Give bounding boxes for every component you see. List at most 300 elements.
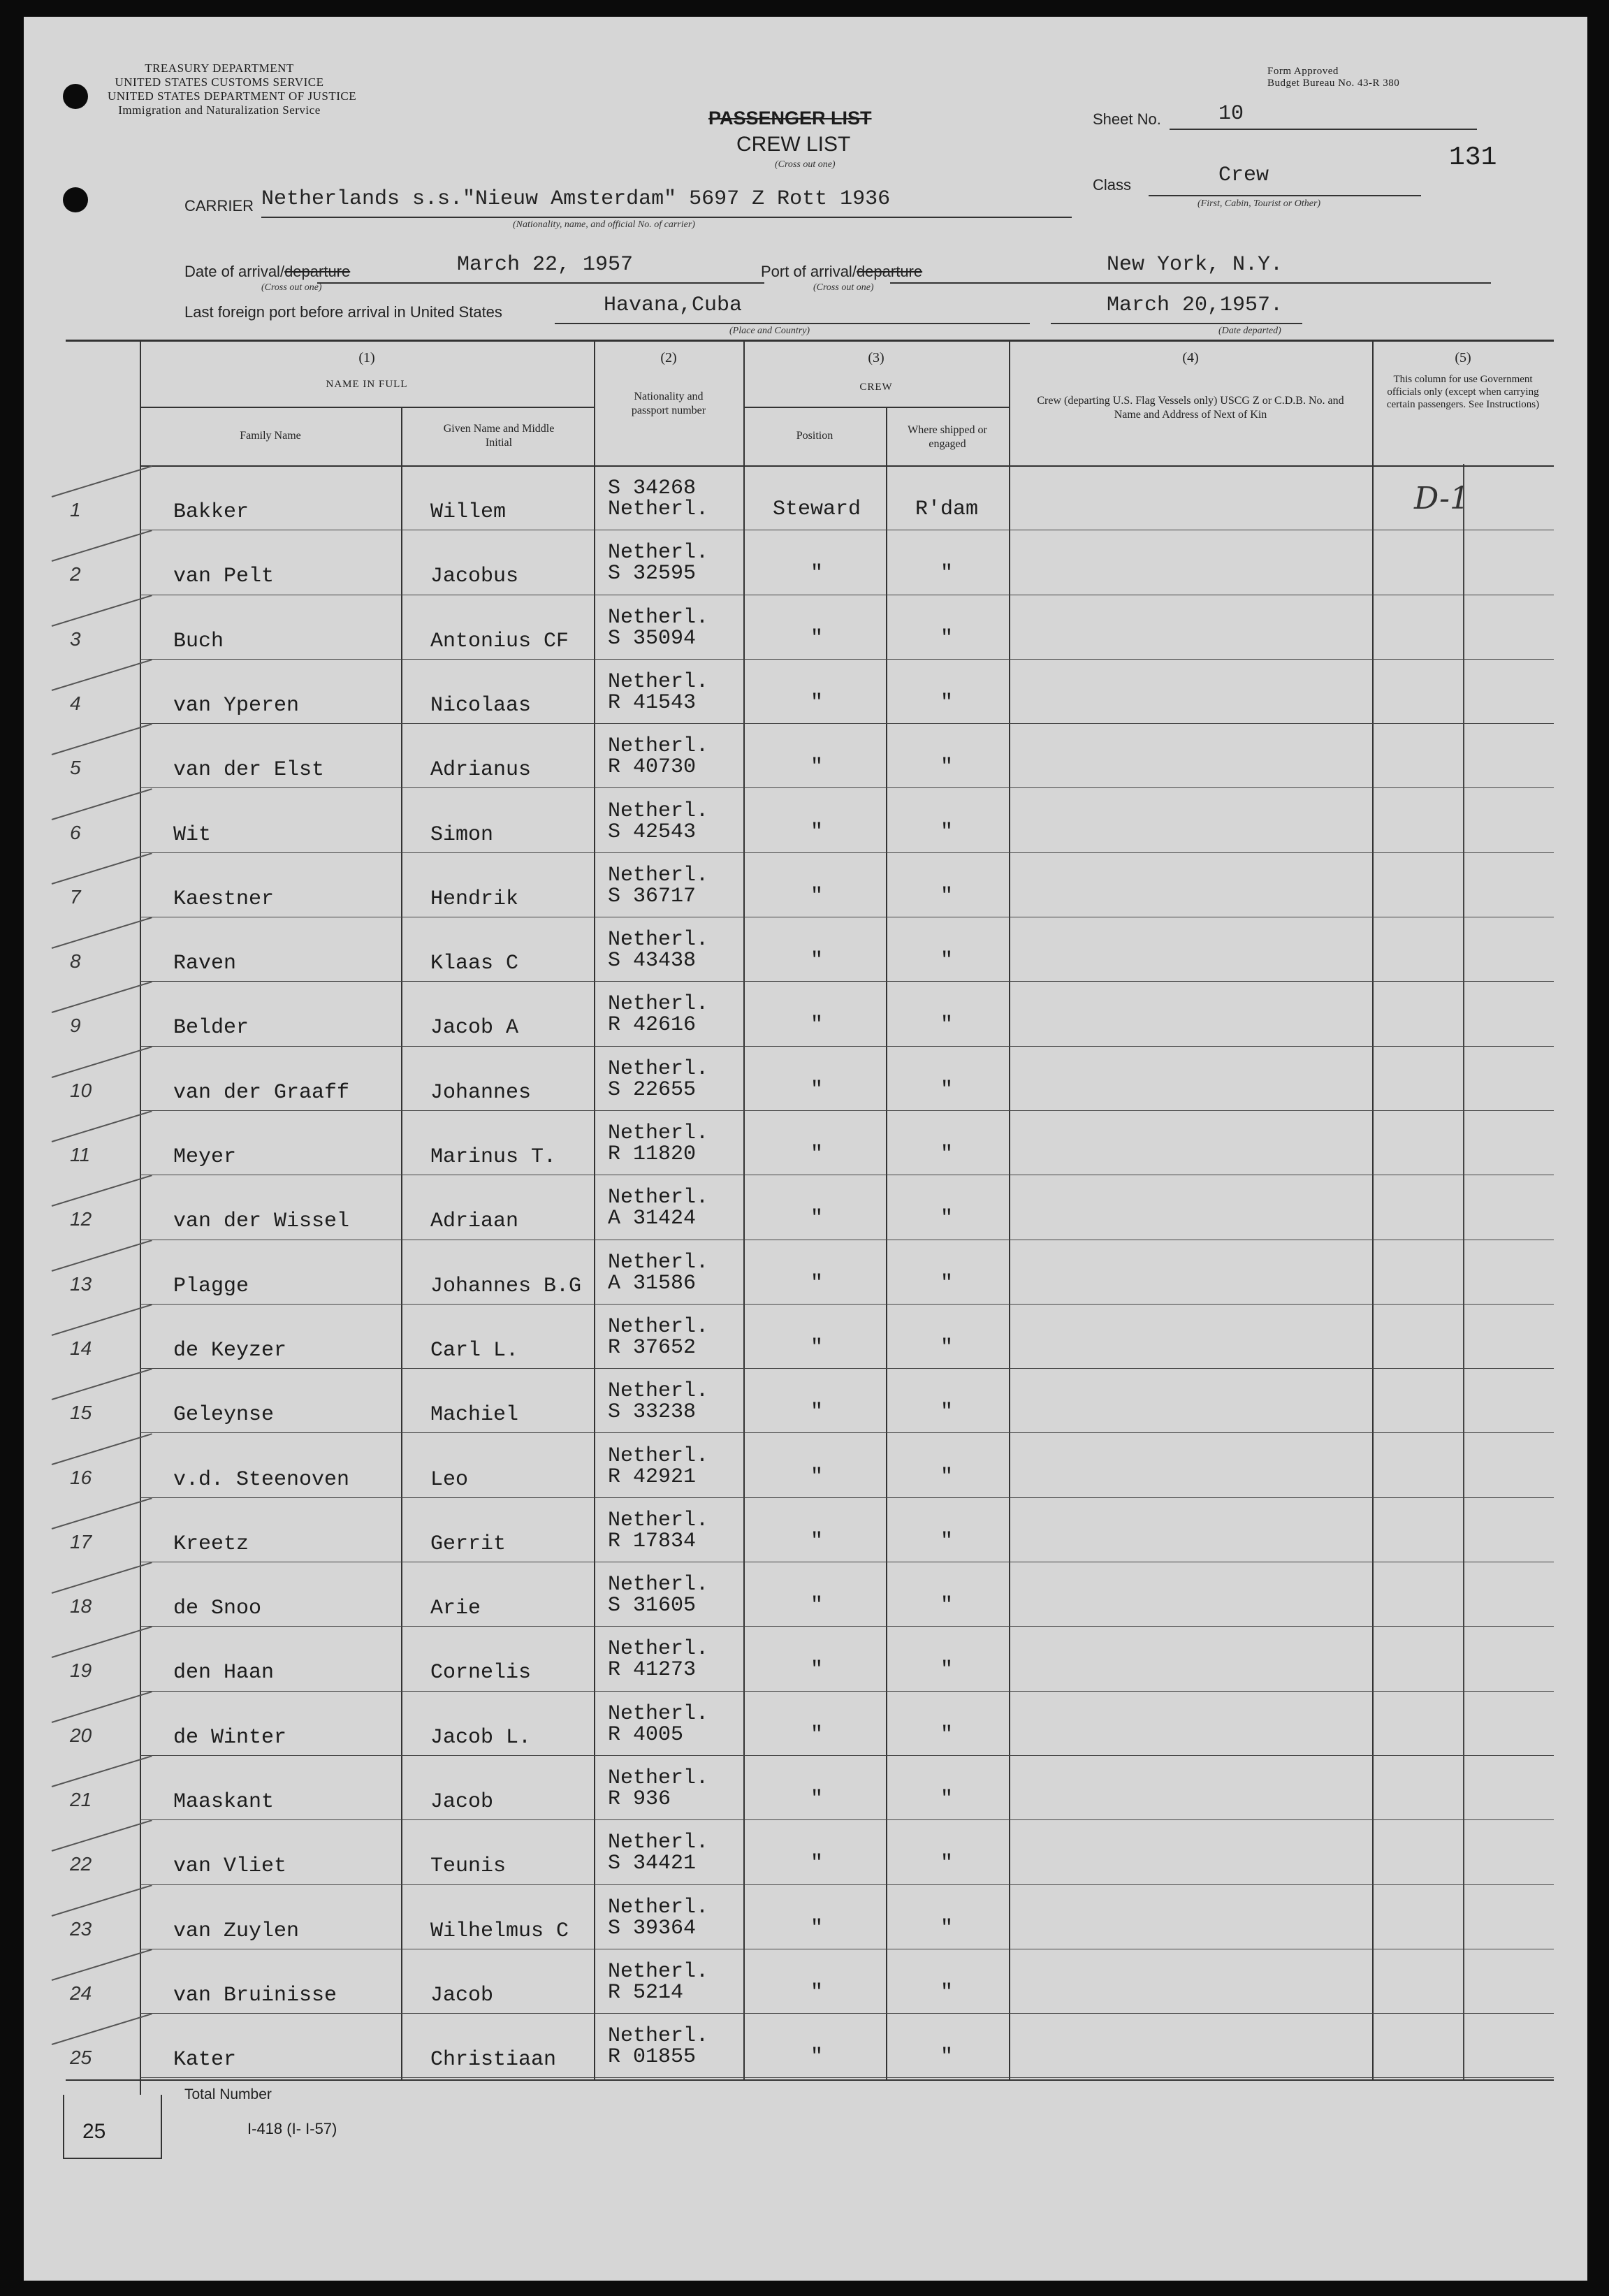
given-name: Johannes B.G bbox=[430, 1274, 582, 1298]
family-name: van Bruinisse bbox=[173, 1983, 337, 2007]
family-name: v.d. Steenoven bbox=[173, 1467, 350, 1492]
crew-position: " bbox=[810, 1077, 823, 1102]
table-row bbox=[24, 1821, 1587, 1885]
title-note: (Cross out one) bbox=[775, 159, 836, 170]
budget-bureau-no: Budget Bureau No. 43-R 380 bbox=[1267, 78, 1400, 89]
row-check-tick bbox=[52, 852, 152, 885]
table-row bbox=[24, 1176, 1587, 1240]
last-port-underline bbox=[555, 323, 1030, 324]
nationality-line-1: Netherl. bbox=[608, 2024, 709, 2049]
where-shipped: " bbox=[940, 690, 953, 715]
nationality-line-2: S 33238 bbox=[608, 1400, 697, 1425]
where-shipped: " bbox=[940, 1335, 953, 1360]
row-number: 7 bbox=[70, 885, 81, 908]
row-number: 12 bbox=[70, 1208, 92, 1230]
nationality-line-2: R 01855 bbox=[608, 2045, 697, 2070]
given-name: Gerrit bbox=[430, 1532, 507, 1556]
where-shipped: " bbox=[940, 884, 953, 908]
row-number: 20 bbox=[70, 1724, 92, 1746]
nationality-line-2: S 39364 bbox=[608, 1916, 697, 1940]
last-port-value: Havana,Cuba bbox=[604, 293, 743, 317]
crew-position: " bbox=[810, 626, 823, 651]
given-name: Teunis bbox=[430, 1854, 507, 1879]
nationality-line-2: R 41543 bbox=[608, 690, 697, 715]
nationality-line-1: S 34268 bbox=[608, 477, 697, 500]
row-check-tick bbox=[52, 1110, 152, 1142]
row-check-tick bbox=[52, 1627, 152, 1659]
table-row bbox=[24, 1369, 1587, 1434]
row-number: 25 bbox=[70, 2047, 92, 2069]
given-name: Jacob L. bbox=[430, 1725, 532, 1750]
given-name: Jacob bbox=[430, 1983, 494, 2007]
row-number: 19 bbox=[70, 1659, 92, 1682]
given-name: Carl L. bbox=[430, 1338, 519, 1363]
row-check-tick bbox=[52, 1433, 152, 1465]
family-name: van der Wissel bbox=[173, 1209, 350, 1234]
nationality-line-1: Netherl. bbox=[608, 1959, 709, 1984]
col3-title: CREW bbox=[859, 382, 893, 393]
crew-position: Steward bbox=[772, 497, 861, 521]
row-number: 13 bbox=[70, 1272, 92, 1295]
col-family-name: Family Name bbox=[240, 430, 301, 442]
crew-position: " bbox=[810, 1787, 823, 1811]
table-row bbox=[24, 1563, 1587, 1627]
given-name: Jacob bbox=[430, 1790, 494, 1814]
row-number: 24 bbox=[70, 1982, 92, 2004]
crew-position: " bbox=[810, 1271, 823, 1295]
table-row bbox=[24, 790, 1587, 854]
given-name: Willem bbox=[430, 500, 507, 524]
crew-position: " bbox=[810, 1465, 823, 1489]
nationality-line-2: R 17834 bbox=[608, 1529, 697, 1553]
sheet-label: Sheet No. bbox=[1093, 110, 1161, 128]
dept-line-3: UNITED STATES DEPARTMENT OF JUSTICE bbox=[108, 89, 357, 103]
where-shipped: " bbox=[940, 1142, 953, 1166]
nationality-line-2: R 11820 bbox=[608, 1142, 697, 1166]
nationality-line-2: R 42921 bbox=[608, 1465, 697, 1489]
family-name: Bakker bbox=[173, 500, 249, 524]
where-shipped: " bbox=[940, 1400, 953, 1425]
given-name: Nicolaas bbox=[430, 693, 532, 718]
nationality-line-1: Netherl. bbox=[608, 1766, 709, 1790]
table-bottom-rule bbox=[66, 2079, 1554, 2081]
carrier-value: Netherlands s.s."Nieuw Amsterdam" 5697 Z Rott 1936 bbox=[261, 187, 891, 211]
where-shipped: " bbox=[940, 1594, 953, 1618]
nationality-line-1: Netherl. bbox=[608, 1056, 709, 1081]
given-name: Adrianus bbox=[430, 758, 532, 783]
family-name: van Yperen bbox=[173, 693, 300, 718]
row-number: 22 bbox=[70, 1853, 92, 1875]
table-row bbox=[24, 1499, 1587, 1563]
table-row bbox=[24, 725, 1587, 789]
row-rule bbox=[140, 1046, 1554, 1047]
nationality-line-2: S 31605 bbox=[608, 1594, 697, 1618]
where-shipped: " bbox=[940, 1722, 953, 1747]
family-name: van der Elst bbox=[173, 758, 325, 783]
where-shipped: " bbox=[940, 1013, 953, 1038]
where-shipped: " bbox=[940, 1271, 953, 1295]
row-number: 15 bbox=[70, 1402, 92, 1424]
table-row bbox=[24, 1627, 1587, 1692]
punch-hole-middle bbox=[63, 187, 88, 212]
row-rule bbox=[140, 1368, 1554, 1369]
form-approved: Form Approved bbox=[1267, 66, 1339, 77]
col-given-name: Given Name and Middle Initial bbox=[443, 423, 555, 449]
crew-position: " bbox=[810, 562, 823, 586]
row-number: 5 bbox=[70, 757, 81, 779]
row-check-tick bbox=[52, 1562, 152, 1594]
row-number: 16 bbox=[70, 1466, 92, 1488]
given-name: Hendrik bbox=[430, 887, 519, 911]
where-shipped: " bbox=[940, 1852, 953, 1876]
row-rule bbox=[140, 1819, 1554, 1820]
nationality-line-2: S 35094 bbox=[608, 626, 697, 651]
departed-note: (Date departed) bbox=[1218, 326, 1281, 336]
class-note: (First, Cabin, Tourist or Other) bbox=[1197, 198, 1321, 209]
family-name: Raven bbox=[173, 952, 237, 976]
nationality-line-2: S 22655 bbox=[608, 1077, 697, 1102]
given-name: Simon bbox=[430, 822, 494, 847]
row-check-tick bbox=[52, 465, 152, 497]
nationality-line-1: Netherl. bbox=[608, 541, 709, 565]
col-where-shipped: Where shipped or engaged bbox=[908, 424, 987, 450]
dept-line-4: Immigration and Naturalization Service bbox=[118, 103, 321, 117]
nationality-line-1: Netherl. bbox=[608, 1250, 709, 1274]
table-row bbox=[24, 467, 1587, 531]
class-underline bbox=[1149, 195, 1421, 196]
crew-position: " bbox=[810, 1142, 823, 1166]
family-name: van Zuylen bbox=[173, 1919, 300, 1943]
sheet-number: 10 bbox=[1218, 102, 1244, 126]
arrival-label-text: Date of arrival/ bbox=[184, 263, 285, 280]
given-name: Wilhelmus C bbox=[430, 1919, 569, 1943]
row-check-tick bbox=[52, 659, 152, 691]
row-check-tick bbox=[52, 595, 152, 627]
nationality-line-1: Netherl. bbox=[608, 734, 709, 759]
col1-title: NAME IN FULL bbox=[326, 379, 408, 390]
nationality-line-2: R 5214 bbox=[608, 1980, 684, 2005]
page-number: 131 bbox=[1449, 143, 1497, 173]
port-label-text: Port of arrival/ bbox=[761, 263, 857, 280]
table-row bbox=[24, 1241, 1587, 1305]
where-shipped: " bbox=[940, 820, 953, 844]
given-name: Christiaan bbox=[430, 2048, 557, 2072]
col5-title: This column for use Government officials only (except when carrying certain passengers. See Instructions) bbox=[1386, 374, 1540, 410]
where-shipped: " bbox=[940, 562, 953, 586]
nationality-line-2: A 31424 bbox=[608, 1207, 697, 1231]
where-shipped: " bbox=[940, 755, 953, 780]
family-name: Kreetz bbox=[173, 1532, 249, 1556]
port-note: (Cross out one) bbox=[813, 282, 874, 293]
row-rule bbox=[140, 787, 1554, 788]
col3-number: (3) bbox=[868, 350, 884, 365]
row-rule bbox=[140, 659, 1554, 660]
arrival-date: March 22, 1957 bbox=[457, 253, 634, 277]
row-check-tick bbox=[52, 1175, 152, 1207]
row-check-tick bbox=[52, 1497, 152, 1530]
table-row bbox=[24, 1434, 1587, 1499]
row-rule bbox=[140, 1884, 1554, 1885]
row-rule bbox=[140, 1110, 1554, 1111]
row-rule bbox=[140, 981, 1554, 982]
family-name: Meyer bbox=[173, 1145, 237, 1169]
given-name: Leo bbox=[430, 1467, 469, 1492]
crew-position: " bbox=[810, 1980, 823, 2005]
last-port-note: (Place and Country) bbox=[729, 326, 810, 336]
crew-position: " bbox=[810, 884, 823, 908]
table-row bbox=[24, 1692, 1587, 1757]
punch-hole-top bbox=[63, 84, 88, 109]
nationality-line-1: Netherl. bbox=[608, 1314, 709, 1339]
row-number: 18 bbox=[70, 1595, 92, 1618]
nationality-line-1: Netherl. bbox=[608, 1637, 709, 1662]
row-check-tick bbox=[52, 1304, 152, 1336]
given-name: Adriaan bbox=[430, 1209, 519, 1234]
nationality-line-1: Netherl. bbox=[608, 1701, 709, 1726]
nationality-line-2: Netherl. bbox=[608, 497, 709, 521]
total-number-label: Total Number bbox=[184, 2086, 272, 2102]
row-check-tick bbox=[52, 723, 152, 755]
nationality-line-1: Netherl. bbox=[608, 669, 709, 694]
nationality-line-2: R 41273 bbox=[608, 1658, 697, 1683]
form-number: I-418 (I- I-57) bbox=[247, 2120, 337, 2137]
row-check-tick bbox=[52, 982, 152, 1014]
row-number: 3 bbox=[70, 627, 81, 650]
nationality-line-1: Netherl. bbox=[608, 799, 709, 823]
where-shipped: " bbox=[940, 1207, 953, 1231]
row-rule bbox=[140, 2013, 1554, 2014]
given-name: Machiel bbox=[430, 1403, 519, 1427]
nationality-line-1: Netherl. bbox=[608, 863, 709, 887]
row-number: 9 bbox=[70, 1015, 81, 1037]
departed-underline bbox=[1051, 323, 1302, 324]
row-rule bbox=[140, 1497, 1554, 1498]
crew-position: " bbox=[810, 820, 823, 844]
row-number: 11 bbox=[70, 1144, 91, 1165]
table-row bbox=[24, 982, 1587, 1047]
port-label bbox=[761, 263, 922, 281]
row-number: 23 bbox=[70, 1917, 92, 1940]
col2-title: Nationality and passport number bbox=[631, 391, 706, 416]
row-rule bbox=[140, 1691, 1554, 1692]
nationality-line-2: R 4005 bbox=[608, 1722, 684, 1747]
where-shipped: " bbox=[940, 1658, 953, 1683]
sheet-underline bbox=[1170, 129, 1477, 130]
table-top-rule bbox=[66, 340, 1554, 342]
row-number: 14 bbox=[70, 1337, 92, 1359]
row-number: 17 bbox=[70, 1530, 92, 1553]
row-rule bbox=[140, 1755, 1554, 1756]
nationality-line-2: S 43438 bbox=[608, 949, 697, 973]
family-name: van Vliet bbox=[173, 1854, 287, 1879]
nationality-line-2: R 936 bbox=[608, 1787, 671, 1811]
where-shipped: " bbox=[940, 626, 953, 651]
row-check-tick bbox=[52, 530, 152, 562]
departed-value: March 20,1957. bbox=[1107, 293, 1283, 317]
table-row bbox=[24, 531, 1587, 595]
row-rule bbox=[140, 852, 1554, 853]
row-rule bbox=[140, 723, 1554, 724]
nationality-line-2: R 42616 bbox=[608, 1013, 697, 1038]
where-shipped: " bbox=[940, 1529, 953, 1553]
table-row bbox=[24, 1757, 1587, 1821]
header-sub-rule-1 bbox=[140, 407, 594, 408]
row-check-tick bbox=[52, 1755, 152, 1787]
col1-number: (1) bbox=[358, 350, 375, 365]
crew-list-form bbox=[24, 17, 1587, 2281]
family-name: van Pelt bbox=[173, 565, 275, 589]
title-struck: PASSENGER LIST bbox=[708, 108, 872, 129]
given-name: Jacob A bbox=[430, 1016, 519, 1040]
crew-position: " bbox=[810, 1400, 823, 1425]
nationality-line-1: Netherl. bbox=[608, 1444, 709, 1468]
class-value: Crew bbox=[1218, 164, 1269, 187]
given-name: Johannes bbox=[430, 1080, 532, 1105]
dept-line-1: TREASURY DEPARTMENT bbox=[145, 61, 294, 75]
family-name: Plagge bbox=[173, 1274, 249, 1298]
crew-position: " bbox=[810, 690, 823, 715]
class-label: Class bbox=[1093, 176, 1132, 194]
row-rule bbox=[140, 1432, 1554, 1433]
row-rule bbox=[140, 2077, 1554, 2078]
nationality-line-1: Netherl. bbox=[608, 928, 709, 952]
arrival-label bbox=[184, 263, 350, 281]
table-row bbox=[24, 1305, 1587, 1369]
where-shipped: " bbox=[940, 949, 953, 973]
last-port-label: Last foreign port before arrival in United States bbox=[184, 303, 502, 321]
crew-position: " bbox=[810, 1013, 823, 1038]
dept-line-2: UNITED STATES CUSTOMS SERVICE bbox=[115, 75, 324, 89]
official-remark: D-1 bbox=[1414, 481, 1469, 516]
row-check-tick bbox=[52, 1046, 152, 1078]
table-row bbox=[24, 1886, 1587, 1950]
row-check-tick bbox=[52, 1691, 152, 1723]
crew-position: " bbox=[810, 2045, 823, 2070]
table-row bbox=[24, 2014, 1587, 2079]
page-title: CREW LIST bbox=[736, 133, 851, 156]
crew-position: " bbox=[810, 1335, 823, 1360]
family-name: Kater bbox=[173, 2048, 237, 2072]
family-name: van der Graaff bbox=[173, 1080, 350, 1105]
carrier-note: (Nationality, name, and official No. of carrier) bbox=[513, 219, 695, 230]
family-name: Kaestner bbox=[173, 887, 275, 911]
where-shipped: " bbox=[940, 1916, 953, 1940]
where-shipped: " bbox=[940, 1077, 953, 1102]
given-name: Antonius CF bbox=[430, 629, 569, 653]
table-row bbox=[24, 918, 1587, 982]
total-number-box bbox=[63, 2095, 162, 2159]
family-name: Wit bbox=[173, 822, 212, 847]
port-struck: departure bbox=[856, 263, 923, 280]
nationality-line-2: S 34421 bbox=[608, 1852, 697, 1876]
family-name: Belder bbox=[173, 1016, 249, 1040]
nationality-line-1: Netherl. bbox=[608, 1573, 709, 1597]
nationality-line-1: Netherl. bbox=[608, 1831, 709, 1855]
table-row bbox=[24, 1112, 1587, 1176]
given-name: Arie bbox=[430, 1597, 481, 1621]
family-name: Buch bbox=[173, 629, 224, 653]
arrival-struck: departure bbox=[284, 263, 351, 280]
crew-position: " bbox=[810, 1722, 823, 1747]
given-name: Klaas C bbox=[430, 952, 519, 976]
crew-position: " bbox=[810, 1594, 823, 1618]
row-number: 8 bbox=[70, 950, 81, 973]
arrival-note: (Cross out one) bbox=[261, 282, 322, 293]
port-value: New York, N.Y. bbox=[1107, 253, 1283, 277]
row-check-tick bbox=[52, 1240, 152, 1272]
nationality-line-1: Netherl. bbox=[608, 992, 709, 1017]
nationality-line-2: R 40730 bbox=[608, 755, 697, 780]
row-number: 2 bbox=[70, 563, 81, 586]
family-name: den Haan bbox=[173, 1661, 275, 1685]
crew-position: " bbox=[810, 1207, 823, 1231]
form-approved-block bbox=[1267, 66, 1399, 89]
carrier-underline bbox=[261, 217, 1072, 218]
nationality-line-2: R 37652 bbox=[608, 1335, 697, 1360]
arrival-underline bbox=[317, 282, 764, 284]
crew-position: " bbox=[810, 1852, 823, 1876]
col4-title: Crew (departing U.S. Flag Vessels only) USCG Z or C.D.B. No. and Name and Address of Next of Kin bbox=[1037, 395, 1344, 421]
table-row bbox=[24, 1047, 1587, 1112]
crew-position: " bbox=[810, 949, 823, 973]
row-check-tick bbox=[52, 1949, 152, 1981]
col2-number: (2) bbox=[660, 350, 677, 365]
nationality-line-1: Netherl. bbox=[608, 1508, 709, 1532]
where-shipped: " bbox=[940, 1465, 953, 1489]
family-name: Geleynse bbox=[173, 1403, 275, 1427]
given-name: Marinus T. bbox=[430, 1145, 557, 1169]
crew-position: " bbox=[810, 1916, 823, 1940]
crew-position: " bbox=[810, 755, 823, 780]
where-shipped: " bbox=[940, 2045, 953, 2070]
nationality-line-2: A 31586 bbox=[608, 1271, 697, 1295]
row-rule bbox=[140, 1626, 1554, 1627]
row-check-tick bbox=[52, 917, 152, 949]
row-check-tick bbox=[52, 1368, 152, 1400]
crew-position: " bbox=[810, 1658, 823, 1683]
table-row bbox=[24, 854, 1587, 918]
given-name: Cornelis bbox=[430, 1661, 532, 1685]
carrier-label: CARRIER bbox=[184, 197, 254, 215]
nationality-line-1: Netherl. bbox=[608, 1895, 709, 1919]
col-position: Position bbox=[796, 430, 833, 442]
row-number: 6 bbox=[70, 821, 81, 843]
row-number: 21 bbox=[70, 1789, 92, 1810]
table-row bbox=[24, 660, 1587, 725]
department-header bbox=[108, 61, 357, 117]
family-name: de Keyzer bbox=[173, 1338, 287, 1363]
family-name: Maaskant bbox=[173, 1790, 275, 1814]
nationality-line-2: S 42543 bbox=[608, 820, 697, 844]
nationality-line-1: Netherl. bbox=[608, 605, 709, 630]
table-row bbox=[24, 596, 1587, 660]
row-number: 4 bbox=[70, 692, 81, 714]
row-check-tick bbox=[52, 1884, 152, 1917]
row-check-tick bbox=[52, 788, 152, 820]
header-sub-rule-3 bbox=[743, 407, 1009, 408]
col5-number: (5) bbox=[1455, 350, 1471, 365]
where-shipped: " bbox=[940, 1787, 953, 1811]
total-number-value: 25 bbox=[82, 2120, 106, 2143]
port-underline bbox=[890, 282, 1491, 284]
row-rule bbox=[140, 1304, 1554, 1305]
row-number: 10 bbox=[70, 1079, 92, 1101]
where-shipped: " bbox=[940, 1980, 953, 2005]
family-name: de Winter bbox=[173, 1725, 287, 1750]
nationality-line-1: Netherl. bbox=[608, 1186, 709, 1210]
row-check-tick bbox=[52, 1819, 152, 1852]
crew-position: " bbox=[810, 1529, 823, 1553]
